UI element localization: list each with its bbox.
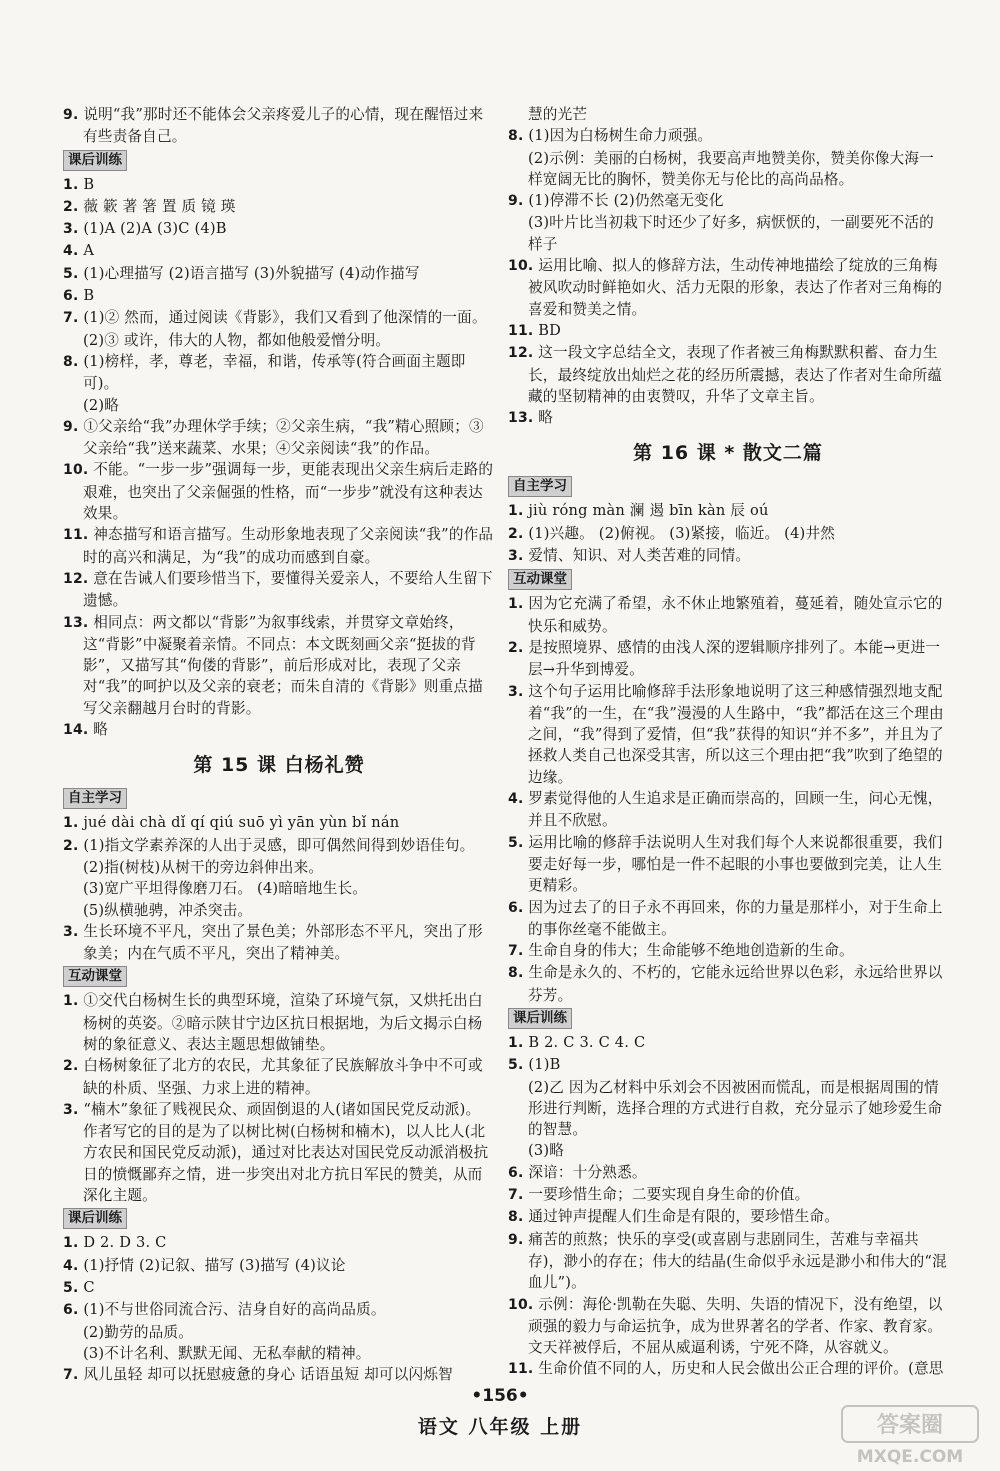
answer-item	[508, 962, 948, 1006]
section-tag-after-class-training-3: 课后训练	[508, 1008, 572, 1029]
answer-text: jué dài chà dǐ qí qiú suō yì yān yùn bǐ nán	[83, 814, 400, 832]
answer-number: 6.	[63, 288, 79, 305]
answer-text: 因为过去了的日子永不再回来，你的力量是那样小，对于生命上的事你丝毫不能做主。	[528, 898, 943, 938]
answer-number: 1.	[508, 503, 524, 520]
answer-number: 1.	[508, 1034, 524, 1051]
answer-number: 2.	[63, 837, 79, 854]
answer-item	[63, 330, 495, 351]
answer-text: 这个句子运用比喻修辞手法形象地说明了这三种感情强烈地支配着“我”的一生，在“我”漫漫的人生路中，“我”都活在这三个理由之间，“我”得到了爱情，但“我”获得的知识“并不多”，并且为了拯救人类自己也深受其害，所以这三个理由把“我”吹到了绝望的边缘。	[528, 682, 944, 786]
answer-number: 7.	[508, 943, 524, 960]
answer-number: 6.	[508, 899, 524, 916]
answer-number: 6.	[63, 1302, 79, 1319]
answer-text: 慧的光芒	[528, 106, 588, 123]
answer-number: 8.	[63, 353, 79, 370]
lesson-15-heading: 第 15 课 白杨礼赞	[193, 754, 365, 777]
answer-number: 10.	[63, 462, 89, 479]
answer-text: 运用比喻、拟人的修辞方法，生动传神地描绘了绽放的三角梅被风吹动时鲜艳如火、活力无限的形象，表达了作者对三角梅的喜爱和赞美之情。	[528, 257, 943, 318]
answer-text: (1)停滞不长 (2)仍然毫无变化	[528, 192, 724, 210]
section-tag-interactive-class-2: 互动课堂	[508, 569, 572, 590]
answer-text: (5)纵横驰骋，冲杀突击。	[83, 901, 253, 919]
answer-item	[63, 1364, 495, 1386]
section-tag-after-class-training: 课后训练	[63, 150, 127, 171]
right-block-3	[508, 593, 948, 1006]
answer-item	[63, 835, 495, 857]
answer-text: D 2. D 3. C	[83, 1234, 167, 1252]
answer-text: 爱情、知识、对人类苦难的同情。	[528, 547, 751, 565]
answer-item	[508, 1184, 948, 1206]
answer-item	[508, 255, 948, 320]
answer-text: B	[83, 287, 95, 305]
answer-number: 3.	[63, 221, 79, 238]
answer-number: 4.	[63, 243, 79, 260]
answer-text: B 2. C 3. C 4. C	[528, 1033, 646, 1051]
left-block-1	[63, 104, 495, 148]
answer-item	[63, 459, 495, 524]
book-subject-label: 语文 八年级 上册	[417, 1416, 583, 1438]
answer-text: 相同点：两文都以“背影”为叙事线索，并贯穿文章始终，这“背影”中凝聚着亲情。不同点：本文既刻画父亲“挺拔的背影”，又描写其“佝偻的背影”，前后形成对比，表现了父亲对“我”的呵护以及父亲的衰老；而朱自清的《背影》则重点描写父亲翻越月台时的背影。	[83, 613, 483, 717]
answer-number: 9.	[63, 418, 79, 435]
answer-text: (1)因为白杨树生命力顽强。	[528, 127, 713, 145]
answer-item	[63, 990, 495, 1055]
answer-number: 2.	[63, 1058, 79, 1075]
answer-item	[63, 878, 495, 899]
right-block-1	[508, 104, 948, 429]
answer-text: 因为它充满了希望，永不休止地繁殖着，蔓延着，随处宣示它的快乐和威势。	[528, 595, 943, 635]
answer-text: 说明“我”那时还不能体会父亲疼爱儿子的心情，现在醒悟过来有些责备自己。	[83, 106, 484, 146]
answer-item	[508, 545, 948, 567]
answer-item	[63, 174, 495, 196]
answer-text: (2)指(树枝)从树干的旁边斜伸出来。	[83, 858, 324, 876]
answer-text: BD	[538, 321, 562, 339]
answer-text: (1)B	[528, 1056, 561, 1074]
answer-item	[508, 320, 948, 342]
answer-text: (1)A (2)A (3)C (4)B	[83, 220, 227, 238]
answer-text: 意在告诫人们要珍惜当下，要懂得关爱亲人，不要给人生留下遗憾。	[83, 569, 493, 610]
answer-number: 10.	[508, 1296, 534, 1313]
answer-number: 9.	[508, 193, 524, 210]
answer-item	[63, 307, 495, 329]
answer-item	[508, 500, 948, 522]
watermark-logo	[840, 1404, 980, 1468]
answer-item	[508, 1054, 948, 1076]
answer-item	[63, 285, 495, 307]
answer-item	[63, 218, 495, 240]
answer-item	[63, 1343, 495, 1364]
answer-number: 5.	[63, 265, 79, 282]
section-tag-after-class-training-2: 课后训练	[63, 1208, 127, 1229]
watermark-label: 答案圈	[876, 1413, 944, 1438]
answer-number: 8.	[508, 1209, 524, 1226]
answer-text: (2)略	[83, 396, 120, 414]
answer-item	[63, 395, 495, 416]
answer-number: 9.	[63, 107, 79, 123]
lesson-16-heading: 第 16 课 * 散文二篇	[633, 442, 823, 465]
answer-item	[508, 148, 948, 191]
answer-number: 3.	[63, 923, 79, 940]
page-number: •156•	[471, 1386, 529, 1406]
answer-item	[508, 190, 948, 212]
answer-text: 神态描写和语言描写。生动形象地表现了父亲阅读“我”的作品时的高兴和满足，为“我”的成功而感到自豪。	[83, 526, 494, 566]
answer-text: (3)不计名利、默默无闻、无私奉献的精神。	[83, 1344, 371, 1362]
answer-item	[63, 900, 495, 921]
answer-text: (3)宽广平坦得像磨刀石。 (4)暗暗地生长。	[83, 880, 368, 898]
answer-item	[63, 719, 495, 741]
answer-text: (2)③ 或许，伟大的人物，都如他般爱憎分明。	[83, 331, 391, 349]
answer-text: (1)② 然而，通过阅读《背影》，我们又看到了他深情的一面。	[83, 309, 487, 327]
answer-text: (1)指文学素养深的人出于灵感，即可偶然间得到妙语佳句。	[83, 836, 475, 854]
answer-text: 这一段文字总结全文，表现了作者被三角梅默默积蓄、奋力生长，最终绽放出灿烂之花的经历所震撼，表达了作者对生命所蕴藏的坚韧精神的由衷赞叹，升华了文章主旨。	[528, 344, 943, 405]
answer-item	[63, 612, 495, 719]
answer-item	[63, 1055, 495, 1099]
answer-number: 13.	[63, 614, 89, 631]
answer-text: (1)榜样，孝，尊老，幸福，和谐，传承等(符合画面主题即可)。	[83, 352, 466, 393]
answer-item	[63, 568, 495, 612]
answer-text: 薇 簌 著 箸 置 质 镜 瑛	[83, 197, 236, 215]
answer-number: 9.	[508, 1231, 524, 1248]
answer-item	[63, 1299, 495, 1321]
answer-item	[508, 212, 948, 255]
answer-number: 6.	[508, 1164, 524, 1181]
answer-number: 7.	[63, 310, 79, 327]
answer-item	[63, 812, 495, 834]
right-column	[508, 104, 948, 1381]
answer-item	[508, 788, 948, 832]
answer-text: 生命价值不同的人，历史和人民会做出公正合理的评价。(意思	[538, 1360, 944, 1378]
answer-text: 是按照境界、感情的由浅人深的逻辑顺序排列了。本能→更进一层→升华到博爱。	[528, 638, 941, 679]
answer-item	[63, 240, 495, 262]
answer-text: (1)抒情 (2)记叙、描写 (3)描写 (4)议论	[83, 1256, 346, 1274]
answer-item	[508, 637, 948, 681]
answer-text: 略	[93, 721, 109, 739]
answer-text: (3)略	[528, 1142, 565, 1160]
answer-item	[63, 1322, 495, 1343]
answer-number: 5.	[508, 834, 524, 851]
answer-number: 13.	[508, 410, 534, 427]
answer-number: 7.	[63, 1367, 79, 1384]
answer-number: 3.	[63, 1101, 79, 1118]
answer-item	[63, 1277, 495, 1299]
answer-text: 生命自身的伟大；生命能够不绝地创造新的生命。	[528, 942, 854, 960]
answer-number: 1.	[63, 176, 79, 193]
answer-item	[508, 897, 948, 941]
answer-item	[508, 1032, 948, 1054]
answer-item	[508, 1294, 948, 1359]
section-tag-self-study-2: 自主学习	[508, 476, 572, 497]
answer-text: 罗素觉得他的人生追求是正确而崇高的，回顾一生，问心无愧，并且不欣慰。	[528, 790, 943, 830]
answer-text: A	[83, 242, 95, 260]
answer-text: “楠木”象征了贱视民众、顽固倒退的人(诸如国民党反动派)。作者写它的目的是为了以树比树(白杨树和楠木)，以人比人(北方农民和国民党反动派)，通过对比表达对国民党反动派消极抗日的愤慨鄙弃之情，进一步突出对北方抗日军民的赞美，从而深化主题。	[83, 1100, 489, 1205]
right-block-2	[508, 500, 948, 567]
answer-item	[508, 1206, 948, 1228]
section-tag-self-study: 自主学习	[63, 788, 127, 809]
answer-number: 3.	[508, 683, 524, 700]
answer-item	[63, 1232, 495, 1254]
answer-number: 10.	[508, 258, 534, 275]
answer-item	[508, 104, 948, 125]
answer-item	[508, 1077, 948, 1141]
answer-text: 一要珍惜生命；二要实现自身生命的价值。	[528, 1186, 810, 1204]
answer-item	[508, 832, 948, 897]
answer-item	[508, 523, 948, 545]
left-column	[63, 104, 495, 1386]
answer-item	[63, 263, 495, 285]
answer-text: B	[83, 175, 95, 193]
answer-number: 3.	[508, 548, 524, 565]
answer-text: 生命是永久的、不朽的，它能永远给世界以色彩，永远给世界以芬芳。	[528, 964, 943, 1004]
answer-item	[508, 407, 948, 429]
left-block-5	[63, 1232, 495, 1386]
answer-item	[63, 921, 495, 965]
answer-text: (1)兴趣。 (2)俯视。 (3)紧接，临近。 (4)井然	[528, 524, 836, 542]
answer-item	[508, 681, 948, 788]
answer-text: C	[83, 1278, 95, 1296]
answer-number: 5.	[508, 1057, 524, 1074]
answer-text: (2)示例：美丽的白杨树，我要高声地赞美你，赞美你像大海一样宽阔无比的胸怀，赞美你无与伦比的高尚品格。	[528, 149, 934, 188]
answer-number: 1.	[508, 596, 524, 613]
answer-number: 12.	[508, 345, 534, 362]
answer-item	[508, 125, 948, 147]
answer-text: (1)不与世俗同流合污、洁身自好的高尚品质。	[83, 1301, 386, 1319]
answer-text: ①交代白杨树生长的典型环境，渲染了环境气氛，又烘托出白杨树的英姿。②暗示陕甘宁边区抗日根据地，为后文揭示白杨树的象征意义、表达主题思想做铺垫。	[83, 992, 483, 1053]
answer-number: 11.	[508, 322, 534, 339]
answer-number: 1.	[63, 1235, 79, 1252]
answer-number: 14.	[63, 722, 89, 739]
answer-number: 5.	[63, 1279, 79, 1296]
answer-number: 7.	[508, 1187, 524, 1204]
answer-item	[508, 940, 948, 962]
answer-text: 运用比喻的修辞手法说明人生对我们每个人来说都很重要，我们要走好每一步，哪怕是一件不起眼的小事也要做到完美，让人生更精彩。	[528, 833, 943, 895]
right-block-4	[508, 1032, 948, 1381]
answer-item	[63, 524, 495, 568]
answer-number: 11.	[508, 1361, 534, 1378]
answer-text: 风儿虽轻 却可以抚慰疲惫的身心 话语虽短 却可以闪烁智	[83, 1366, 453, 1384]
answer-text: (2)乙 因为乙材料中乐刘会不因被困而慌乱，而是根据周围的情形进行判断，选择合理的方式进行自救，充分显示了她珍爱生命的智慧。	[528, 1078, 943, 1139]
answer-text: (1)心理描写 (2)语言描写 (3)外貌描写 (4)动作描写	[83, 264, 420, 282]
answer-item	[63, 104, 495, 148]
answer-text: 痛苦的煎熬；快乐的享受(或喜剧与悲剧同生，苦难与幸福共存)，渺小的存在；伟大的结晶(生命似乎永远是渺小和伟大的“混血儿”)。	[528, 1230, 947, 1292]
answer-number: 8.	[508, 128, 524, 145]
answer-text: 深谙：十分熟悉。	[528, 1163, 647, 1181]
answer-number: 2.	[63, 198, 79, 215]
answer-text: (2)勤劳的品质。	[83, 1323, 194, 1341]
answer-number: 4.	[508, 791, 524, 808]
section-tag-interactive-class: 互动课堂	[63, 966, 127, 987]
answer-item	[508, 593, 948, 637]
answer-item	[508, 1162, 948, 1184]
answer-text: 示例：海伦·凯勒在失聪、失明、失语的情况下，没有绝望，以顽强的毅力与命运抗争，成为世界著名的学者、作家、教育家。文天祥被俘后，不屈从威逼利诱，宁死不降，从容就义。	[528, 1295, 943, 1357]
answer-number: 2.	[508, 639, 524, 656]
answer-item	[63, 196, 495, 218]
answer-item	[508, 1358, 948, 1380]
answer-item	[508, 342, 948, 407]
answer-text: 生长环境不平凡，突出了景色美；外部形态不平凡，突出了形象美；内在气质不平凡，突出了精神美。	[83, 922, 483, 963]
answer-number: 2.	[508, 525, 524, 542]
answer-text: 通过钟声提醒人们生命是有限的，要珍惜生命。	[528, 1208, 839, 1226]
answer-item	[508, 1140, 948, 1161]
answer-item	[63, 1099, 495, 1206]
left-block-3	[63, 812, 495, 964]
answer-number: 11.	[63, 527, 89, 544]
answer-text: ①父亲给“我”办理休学手续；②父亲生病，“我”精心照顾；③父亲给“我”送来蔬菜、水果；④父亲阅读“我”的作品。	[83, 417, 484, 458]
answer-item	[63, 857, 495, 878]
left-block-4	[63, 990, 495, 1206]
answer-text: 白杨树象征了北方的农民，尤其象征了民族解放斗争中不可或缺的朴质、坚强、力求上进的精神。	[83, 1057, 483, 1097]
answer-text: jiù róng màn 澜 遏 bīn kàn 辰 oú	[528, 502, 769, 520]
answer-item	[63, 1255, 495, 1277]
answer-number: 4.	[63, 1257, 79, 1274]
watermark-text: MXQE.COM	[856, 1447, 964, 1467]
left-block-2	[63, 174, 495, 742]
answer-text: (3)叶片比当初栽下时还少了好多，病恹恹的，一副要死不活的样子	[528, 214, 934, 253]
answer-number: 8.	[508, 965, 524, 982]
answer-item	[508, 1229, 948, 1294]
answer-number: 12.	[63, 570, 89, 587]
answer-number: 1.	[63, 815, 79, 832]
answer-item	[63, 416, 495, 460]
answer-text: 略	[538, 409, 554, 427]
answer-text: 不能。“一步一步”强调每一步，更能表现出父亲生病后走路的艰难，也突出了父亲倔强的性格，而“一步步”就没有这种表达效果。	[83, 461, 494, 523]
answer-item	[63, 351, 495, 395]
answer-number: 1.	[63, 993, 79, 1010]
